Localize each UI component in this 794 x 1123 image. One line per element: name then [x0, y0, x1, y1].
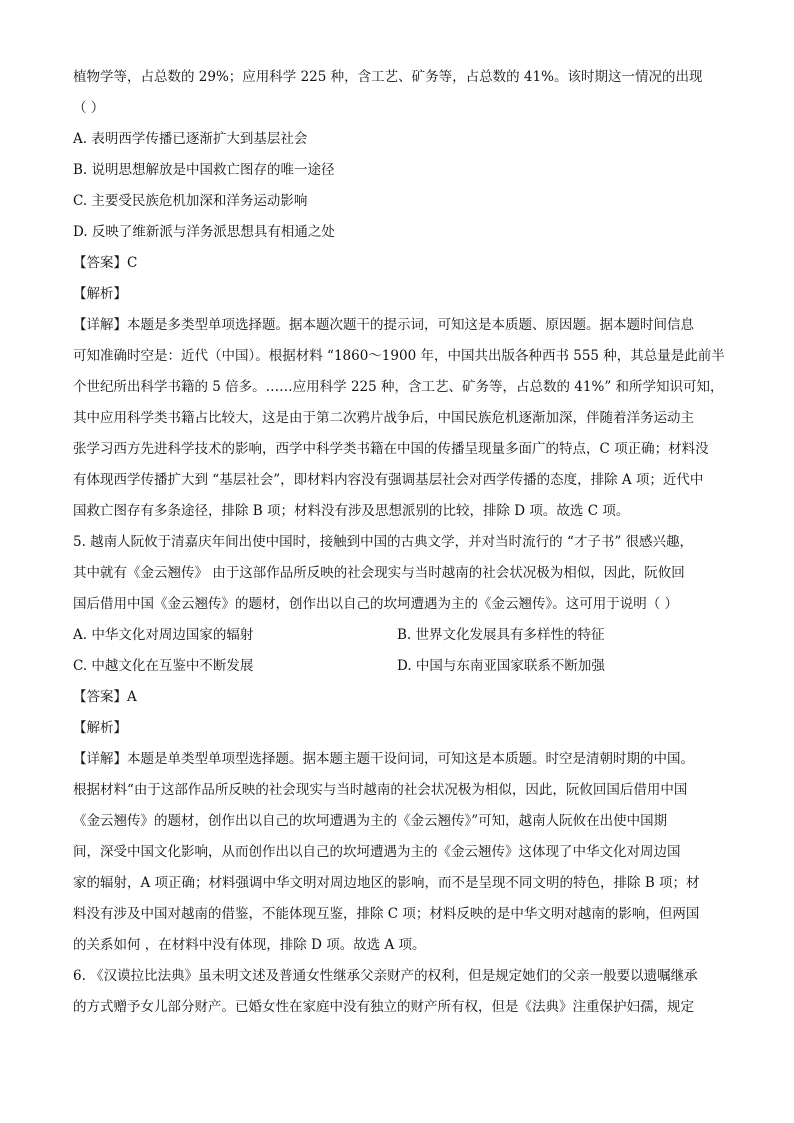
- q4-analysis-label: 【解析】: [73, 286, 127, 302]
- q5-options-row-2: [73, 651, 721, 682]
- q4-detail-line: 国救亡图存有多条途径，排除 B 项；材料没有涉及思想派别的比较，排除 D 项。故选 C 项。: [73, 503, 630, 519]
- q4-answer: [73, 248, 721, 279]
- q5-stem-line: 其中就有《金云翘传》 由于这部作品所反映的社会现实与当时越南的社会状况极为相似，因此，阮攸回: [73, 565, 685, 581]
- q4-option-d: D. 反映了维新派与洋务派思想具有相通之处: [73, 224, 335, 240]
- q5-answer: [73, 682, 721, 713]
- q4-stem-tail: 植物学等，占总数的 29%；应用科学 225 种，含工艺、矿务等，占总数的 41%。该时期这一情况的出现: [73, 69, 703, 85]
- q5-option-d: D. 中国与东南亚国家联系不断加强: [397, 658, 605, 674]
- q5-analysis-label: 【解析】: [73, 720, 127, 736]
- q4-option-c: C. 主要受民族危机加深和洋务运动影响: [73, 193, 308, 209]
- q5-stem-line: 5. 越南人阮攸于清嘉庆年间出使中国时，接触到中国的古典文学，并对当时流行的 “才子书” 很感兴趣，: [73, 534, 694, 550]
- q5-option-b: B. 世界文化发展具有多样性的特征: [397, 627, 605, 643]
- answer-value: C: [127, 255, 138, 271]
- answer-label: 【答案】: [73, 689, 127, 705]
- q4-detail-line: 张学习西方先进科学技术的影响，西学中科学类书籍在中国的传播呈现量多面广的特点，C 项正确；材料没: [73, 441, 709, 457]
- q5-detail-line: 的关系如何 ，在材料中没有体现，排除 D 项。故选 A 项。: [73, 937, 426, 953]
- document-page: [73, 62, 725, 1023]
- answer-label: 【答案】: [73, 255, 127, 271]
- q5-detail-line: 【详解】本题是单类型单项型选择题。据本题主题干设问词，可知这是本质题。时空是清朝时期的中国。: [73, 751, 694, 767]
- q4-detail-line: 【详解】本题是多类型单项选择题。据本题次题干的提示词，可知这是本质题、原因题。据本题时间信息: [73, 317, 694, 333]
- q5-detail-line: 家的辐射，A 项正确；材料强调中华文明对周边地区的影响，而不是呈现不同文明的特色，排除 B 项；材: [73, 875, 700, 891]
- q4-detail-line: 有体现西学传播扩大到 “基层社会”，即材料内容没有强调基层社会对西学传播的态度，排除 A 项；近代中: [73, 472, 704, 488]
- answer-value: A: [127, 689, 137, 705]
- q4-detail-line: 个世纪所出科学书籍的 5 倍多。……应用科学 225 种，含工艺、矿务等，占总数的 41%” 和所学知识可知，: [73, 379, 724, 395]
- q5-option-c: C. 中越文化在互鉴中不断发展: [73, 658, 254, 674]
- q5-detail-line: 间，深受中国文化影响，从而创作出以自己的坎坷遭遇为主的《金云翘传》这体现了中华文化对周边国: [73, 844, 681, 860]
- q4-detail-line: 其中应用科学类书籍占比较大，这是由于第二次鸦片战争后，中国民族危机逐渐加深，伴随着洋务运动主: [73, 410, 694, 426]
- q4-detail-line: 可知准确时空是：近代（中国）。根据材料 “1860～1900 年，中国共出版各种西书 555 种，其总量是此前半: [73, 348, 725, 364]
- q5-detail-line: 根据材料“由于这部作品所反映的社会现实与当时越南的社会状况极为相似，因此，阮攸回国后借用中国: [73, 782, 688, 798]
- q4-option-a: A. 表明西学传播已逐渐扩大到基层社会: [73, 131, 308, 147]
- q6-stem-line: 6. 《汉谟拉比法典》虽未明文述及普通女性继承父亲财产的权利，但是规定她们的父亲一般要以遗嘱继承: [73, 968, 698, 984]
- q6-stem-line: 的方式赠予女儿部分财产。已婚女性在家庭中没有独立的财产所有权，但是《法典》注重保护妇孺，规定: [73, 999, 694, 1015]
- q5-option-a: A. 中华文化对周边国家的辐射: [73, 627, 254, 643]
- q4-option-b: B. 说明思想解放是中国救亡图存的唯一途径: [73, 162, 335, 178]
- q4-answer-blank: （ ）: [73, 100, 105, 116]
- q5-options-row-1: [73, 620, 721, 651]
- q5-detail-line: 料没有涉及中国对越南的借鉴，不能体现互鉴，排除 C 项；材料反映的是中华文明对越南的影响，但两国: [73, 906, 700, 922]
- q5-detail-line: 《金云翘传》的题材，创作出以自己的坎坷遭遇为主的《金云翘传》”可知，越南人阮攸在出使中国期: [73, 813, 668, 829]
- q5-stem-line: 国后借用中国《金云翘传》的题材，创作出以自己的坎坷遭遇为主的《金云翘传》。这可用于说明（ ）: [73, 596, 679, 612]
